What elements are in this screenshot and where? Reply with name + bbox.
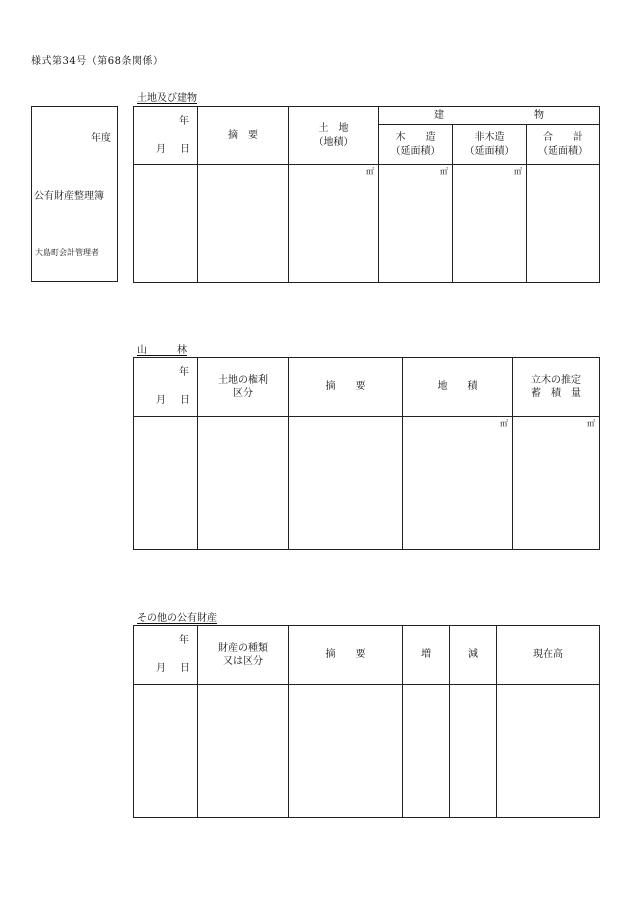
manager-label: 大島町会計管理者 [35, 248, 99, 257]
other-property-table [133, 625, 600, 818]
land-label: 土 地 [318, 123, 349, 134]
decrease-cell [450, 685, 497, 818]
land-right-cell [198, 417, 289, 550]
building-header: 建 物 [379, 107, 600, 125]
current-amount-header: 現在高 [497, 626, 600, 685]
date-cell [134, 685, 198, 818]
summary-header: 摘 要 [198, 107, 289, 165]
month-day-label: 月 日 [156, 144, 192, 155]
increase-cell [403, 685, 450, 818]
form-number: 様式第34号（第68条関係） [31, 56, 164, 67]
year-label: 年 [179, 367, 189, 378]
unit-label: ㎡ [440, 167, 448, 176]
current-amount-cell [497, 685, 600, 818]
summary-cell [289, 417, 403, 550]
area-header: 地 積 [403, 358, 513, 417]
wood-header: 木 造 （延面積） [379, 125, 453, 165]
month-day-label: 月 日 [156, 663, 192, 674]
nonwood-header: 非木造 （延面積） [453, 125, 527, 165]
summary-cell [289, 685, 403, 818]
summary-cell [198, 165, 289, 283]
summary-header: 摘 要 [289, 358, 403, 417]
land-area-label: （地積） [313, 136, 354, 148]
date-header [134, 626, 198, 685]
decrease-header: 減 [450, 626, 497, 685]
land-area-cell [289, 165, 379, 283]
fiscal-year-label: 年度 [91, 133, 111, 144]
unit-label: ㎡ [366, 167, 374, 176]
land-header [289, 107, 379, 165]
total-area-cell [527, 165, 600, 283]
section-forest-title: 山 林 [137, 345, 187, 356]
register-side-box [31, 106, 118, 282]
year-label: 年 [179, 635, 189, 646]
section-other-property-title: その他の公有財産 [137, 613, 217, 624]
forest-table [133, 357, 600, 550]
register-title: 公有財産整理簿 [34, 191, 104, 202]
total-header: 合 計 （延面積） [527, 125, 600, 165]
increase-header: 増 [403, 626, 450, 685]
land-buildings-table [133, 106, 600, 283]
date-header [134, 107, 198, 165]
unit-label: ㎡ [514, 167, 522, 176]
summary-header: 摘 要 [289, 626, 403, 685]
property-kind-cell [198, 685, 289, 818]
timber-volume-header: 立木の推定 蓄 積 量 [513, 358, 600, 417]
property-kind-header: 財産の種類 又は区分 [198, 626, 289, 685]
date-header [134, 358, 198, 417]
date-cell [134, 417, 198, 550]
month-day-label: 月 日 [156, 395, 192, 406]
date-cell [134, 165, 198, 283]
section-land-buildings-title: 土地及び建物 [137, 93, 197, 104]
area-cell [403, 417, 513, 550]
nonwood-area-cell [453, 165, 527, 283]
unit-label: ㎡ [500, 419, 508, 428]
unit-label: ㎡ [587, 419, 595, 428]
wood-area-cell [379, 165, 453, 283]
land-right-header: 土地の権利 区分 [198, 358, 289, 417]
year-label: 年 [179, 116, 189, 127]
timber-volume-cell [513, 417, 600, 550]
